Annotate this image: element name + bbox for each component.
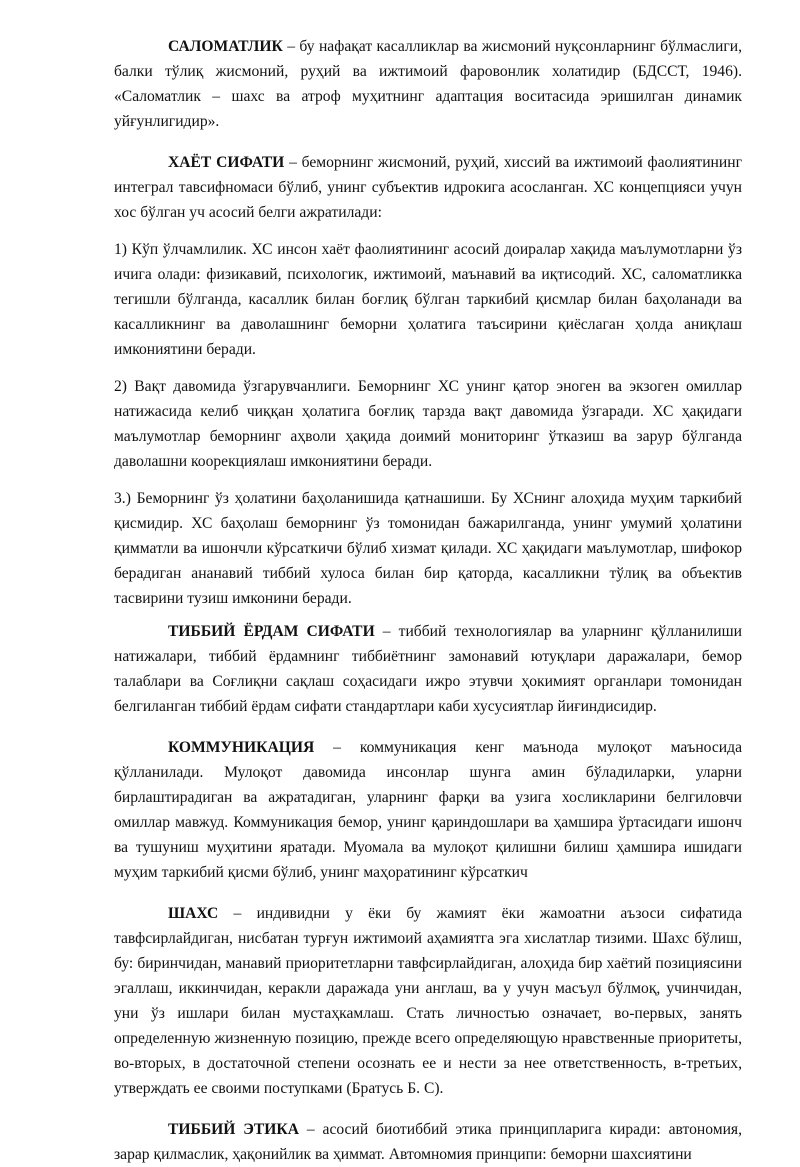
- paragraph-point-1-text: 1) Кўп ўлчамлилик. ХС инсон хаёт фаолиятининг асосий доиралар хақида маълумотларни ўз ичига олади: физикавий, психологик, ижтимоий, маънавий ва иқтисодий. ХС, саломатликка тегишли бўлганда, касаллик билан боғлиқ бўлган таркибий қисмлар билан баҳоланади ва касалликнинг ва даволашнинг беморни ҳолатига таъсирини қиёслаган ҳолда аниқлаш имкониятини беради.: [114, 241, 742, 358]
- paragraph-quality-of-life: [114, 150, 742, 225]
- paragraph-personality: [114, 901, 742, 1101]
- paragraph-communication-text: – коммуникация кенг маънода мулоқот маъносида қўлланилади. Мулоқот давомида инсонлар шунга амин бўладиларки, уларни бирлаштирадиган ва ажратадиган, уларнинг фарқи ва узига хосликларини белгиловчи омиллар мавжуд. Коммуникация бемор, унинг қариндошлари ва ҳамшира ўртасидаги ишонч ва тушуниш муҳитини яратади. Муомала ва мулоқот қилишни билиш ҳамшира ишидаги муҳим таркибий қисми бўлиб, унинг маҳоратининг кўрсаткич: [114, 739, 742, 881]
- paragraph-health: [114, 34, 742, 134]
- term-communication: КОММУНИКАЦИЯ: [168, 739, 315, 756]
- paragraph-quality-of-life-text: – беморнинг жисмоний, руҳий, хиссий ва ижтимоий фаолиятининг интеграл тавсифномаси бўлиб, унинг субъектив идрокига асосланган. ХС концепцияси учун хос бўлган уч асосий белги ажратилади:: [114, 154, 742, 221]
- paragraph-medical-ethics-text: – асосий биотиббий этика принципларига киради: автономия, зарар қилмаслик, ҳақонийлик ва ҳиммат. Автомномия принципи: беморни шахсиятини: [114, 1121, 742, 1163]
- paragraph-medical-ethics: [114, 1117, 742, 1167]
- document-page: [114, 34, 742, 1167]
- term-quality-of-life: ХАЁТ СИФАТИ: [168, 154, 285, 171]
- term-personality: ШАХС: [168, 905, 219, 922]
- paragraph-point-3-text: 3.) Беморнинг ўз ҳолатини баҳоланишида қатнашиши. Бу ХСнинг алоҳида муҳим таркибий қисмидир. ХС баҳолаш беморнинг ўз томонидан бажарилганда, унинг умумий ҳолатини қимматли ва ишончли кўрсаткичи бўлиб хизмат қилади. ХС ҳақидаги маълумотлар, шифокор берадиган ананавий тиббий хулоса билан бир қаторда, касалликни тўлиқ ва объектив тасвирини тузиш имконини беради.: [114, 490, 742, 607]
- term-medical-care-quality: ТИББИЙ ЁРДАМ СИФАТИ: [168, 623, 375, 640]
- term-medical-ethics: ТИББИЙ ЭТИКА: [168, 1121, 299, 1138]
- paragraph-point-1: [114, 237, 742, 362]
- paragraph-point-2: [114, 374, 742, 474]
- paragraph-personality-text: – индивидни у ёки бу жамият ёки жамоатни аъзоси сифатида тавфсирлайдиган, нисбатан турғун ижтимоий аҳамиятга эга хислатлар тизими. Шахс бўлиш, бу: биринчидан, манавий приоритетларни тавфсирлайдиган, алоҳида бир хаётий позициясини эгаллаш, иккинчидан, керакли даражада уни англаш, ва у учун масъул бўлмоқ, учинчидан, уни ўз ишлари билан мустаҳкамлаш. Стать личностью означает, во-первых, занять определенную жизненную позицию, прежде всего определяющую нравственные приоритеты, во-вторых, в достаточной степени осознать ее и нести за нее ответственность, в-третьих, утверждать ее своими поступками (Братусь Б. С).: [114, 905, 742, 1097]
- paragraph-point-2-text: 2) Вақт давомида ўзгарувчанлиги. Беморнинг ХС унинг қатор эноген ва экзоген омиллар натижасида келиб чиққан ҳолатига боғлиқ тарзда вақт давомида ўзгаради. ХС ҳақидаги маълумотлар беморнинг аҳволи ҳақида доимий мониторинг ўтказиш ва зарур бўлганда даволашни коорекциялаш имкониятини беради.: [114, 378, 742, 470]
- paragraph-medical-care-quality-text: – тиббий технологиялар ва уларнинг қўлланилиши натижалари, тиббий ёрдамнинг тиббиётнинг замонавий ютуқлари даражалари, бемор талаблари ва Соғлиқни сақлаш соҳасидаги ижро этувчи ҳокимият органлари томонидан белгиланган тиббий ёрдам сифати стандартлари каби хусусиятлар йиғиндисидир.: [114, 623, 742, 715]
- term-health: САЛОМАТЛИК: [168, 38, 283, 55]
- paragraph-medical-care-quality: [114, 619, 742, 719]
- paragraph-health-text: – бу нафақат касалликлар ва жисмоний нуқсонларнинг бўлмаслиги, балки тўлиқ жисмоний, руҳий ва ижтимоий фаровонлик холатидир (БДССТ, 1946). «Саломатлик – шахс ва атроф муҳитнинг адаптация воситасида эришилган динамик уйғунлигидир».: [114, 38, 742, 130]
- paragraph-communication: [114, 735, 742, 885]
- paragraph-point-3: [114, 486, 742, 611]
